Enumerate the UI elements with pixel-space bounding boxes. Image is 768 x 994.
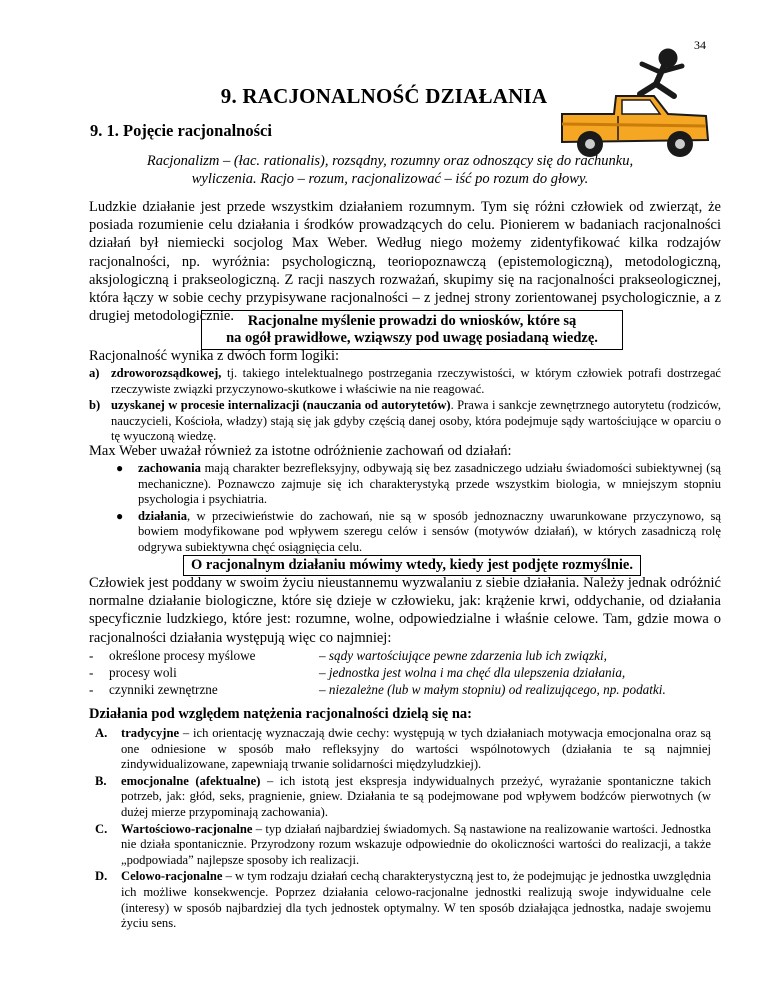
list-item-term: tradycyjne: [121, 726, 180, 740]
list-item: [89, 774, 711, 821]
list-item-text: – ich orientację wyznaczają dwie cechy: występują w tych działaniach motywacja emocjonalna oraz są one odniesione w sposób mało refleksyjny do wartości wspólnotowych (działania te są najmniej zindywidualizowane, zapewniają trwanie solidarności międzyludzkiej).: [121, 726, 711, 772]
list-item-text: – sądy wartościujące pewne zdarzenia lub ich związki,: [319, 648, 607, 663]
list-label: b): [89, 398, 101, 413]
list-item-term: czynniki zewnętrzne: [109, 682, 218, 697]
chapter-title: 9. RACJONALNOŚĆ DZIAŁANIA: [220, 84, 548, 108]
weber-list: [116, 461, 721, 556]
list-label: C.: [95, 821, 108, 836]
quote-line-1: Racjonalizm – (łac. rationalis), rozsądny, rozumny oraz odnoszący się do rachunku,: [146, 153, 634, 169]
logic-list: [89, 366, 721, 445]
list-item: [116, 461, 721, 508]
bullet-icon: ●: [116, 508, 124, 523]
list-item-text: tj. takiego intelektualnego postrzegania rzeczywistości, w którym człowiek potrafi dostrzegać rzeczywiste związki przyczynowo-skutkowe i właściwie na nie reagować.: [111, 366, 721, 396]
quote-line-2: wyliczenia. Racjo – rozum, racjonalizować – iść po rozum do głowy.: [191, 171, 589, 187]
page-number: 34: [694, 38, 706, 52]
list-item-text: – ich istotą jest ekspresja indywidualnych przeżyć, wyrażanie spontaniczne takich potrzeb, jak: głód, seks, pragnienie, gniew. Działania te są podejmowane pod wpływem bodźców pierwotnych (w dużej mierze przypominają zachowania).: [121, 773, 711, 819]
list-item: [89, 869, 711, 931]
list-label: D.: [95, 869, 108, 884]
tension-list: [89, 726, 711, 932]
list-item-text: mają charakter bezrefleksyjny, odbywają się bez zasadniczego udziału świadomości subiektywnej (są mechaniczne). Poznawczo zajmuje się ich charakterystyką przede wszystkim biologia, w mniejszym stopniu psychologia i psychiatria.: [138, 461, 721, 507]
list-item-term: określone procesy myślowe: [109, 648, 256, 663]
list-item: [89, 398, 721, 445]
box1-line-2: na ogół prawidłowe, wziąwszy pod uwagę posiadaną wiedzę.: [226, 330, 598, 346]
boxed-thesis-2: O racjonalnym działaniu mówimy wtedy, kiedy jest podjęte rozmyślnie.: [183, 555, 641, 576]
list-item: [116, 509, 721, 556]
challenge-paragraph: Człowiek jest poddany w swoim życiu nieustannemu wyzwalaniu z siebie działania. Należy jednak odróżnić normalne działanie biologiczne, które się dzieje w człowieku, jak: krążenie krwi, oddychanie, od działania specyficznie ludzkiego, które jest: rozumne, wolne, odpowiedzialne i właśnie celowe. Tam, gdzie mowa o racjonalności działania występują więc co najmniej:: [89, 575, 721, 646]
list-item-text: – jednostka jest wolna i ma chęć dla ulepszenia działania,: [319, 665, 626, 680]
list-item-term: zachowania: [138, 461, 201, 475]
list-item-term: uzyskanej w procesie internalizacji (nauczania od autorytetów): [111, 398, 451, 413]
list-label: B.: [95, 773, 107, 788]
list-item-text: , w przeciwieństwie do zachowań, nie są w sposób jednoznaczny uwarunkowane przyczynowo, są bowiem modyfikowane pod wpływem szeregu celów i sensów (motywów działań), w których zasadniczą rolę odgrywa subiektywna chęć osiągnięcia celu.: [138, 508, 721, 554]
list-item-term: zdroworozsądkowej,: [111, 366, 222, 380]
list-item-term: emocjonalne (afektualne): [121, 773, 261, 788]
section-title: 9. 1. Pojęcie racjonalności: [90, 121, 272, 140]
list-item-text: . Prawa i sankcje zewnętrznego autorytetu (rodziców, nauczycieli, Kościoła, władzy) stają się jak gdyby częścią danej osoby, która podejmuje sądy wartościujące w oparciu o tę wyuczoną wiedzę.: [111, 398, 721, 444]
list-item: [89, 726, 711, 773]
list-label: A.: [95, 726, 108, 740]
dash-marker: -: [89, 682, 94, 697]
dash-marker: -: [89, 665, 94, 680]
intro-paragraph: Ludzkie działanie jest przede wszystkim działaniem rozumnym. Tym się różni człowiek od zwierząt, że posiada rozumienie celu działania i środków prowadzących do celu. Pionierem w badaniach racjonalności działań był niemiecki socjolog Max Weber. Według niego możemy zidentyfikować kilka rodzajów racjonalności, np. wyróżnia: psychologiczną, teoriopoznawczą (epistemologiczną), metodologiczną, aksjologiczną i prakseologiczną. Z racji naszych rozważań, skupimy się na racjonalności prakseologicznej, która łączy w sobie cechy przypisywane racjonalności – z jednej strony zorientowanej psychologicznie, a z drugiej metodologicznie.: [89, 199, 721, 325]
list-item-term: Wartościowo-racjonalne: [121, 821, 253, 836]
tension-heading: Działania pod względem natężenia racjonalności dzielą się na:: [89, 706, 473, 722]
box1-line-1: Racjonalne myślenie prowadzi do wniosków, które są: [247, 313, 577, 329]
list-item: [89, 822, 711, 869]
boxed-thesis-1: [201, 310, 623, 350]
logic-intro: Racjonalność wynika z dwóch form logiki:: [89, 348, 340, 364]
list-item-text: – typ działań najbardziej świadomych. Są nastawione na realizowanie wartości. Jednostka nie działa spontanicznie. Przyrodzony rozum wskazuje odpowiednie do okoliczności wartości do realizacji, a także „podpowiada” najlepsze sposoby ich realizacji.: [121, 821, 711, 867]
list-item: [89, 366, 721, 397]
list-item-text: – niezależne (lub w małym stopniu) od realizującego, np. podatki.: [319, 682, 666, 697]
definition-quote: [110, 152, 670, 188]
list-item-term: działania: [138, 508, 187, 523]
list-item-term: procesy woli: [109, 665, 177, 680]
list-item-text: – w tym rodzaju działań cechą charakterystyczną jest to, że podejmując je jednostka uwzględnia ich możliwe konsekwencje. Poprzez działania celowo-racjonalne jednostki realizują swoje indywidualne cele (interesy) w sposób najbardziej dla tych jednostek optymalny. W ten sposób działająca jednostka, nadaje swojemu życiu sens.: [121, 869, 711, 931]
bullet-icon: ●: [116, 461, 124, 475]
list-item-term: Celowo-racjonalne: [121, 869, 223, 884]
dash-marker: -: [89, 648, 94, 663]
weber-intro: Max Weber uważał również za istotne odróżnienie zachowań od działań:: [89, 443, 512, 459]
list-label: a): [89, 366, 100, 380]
